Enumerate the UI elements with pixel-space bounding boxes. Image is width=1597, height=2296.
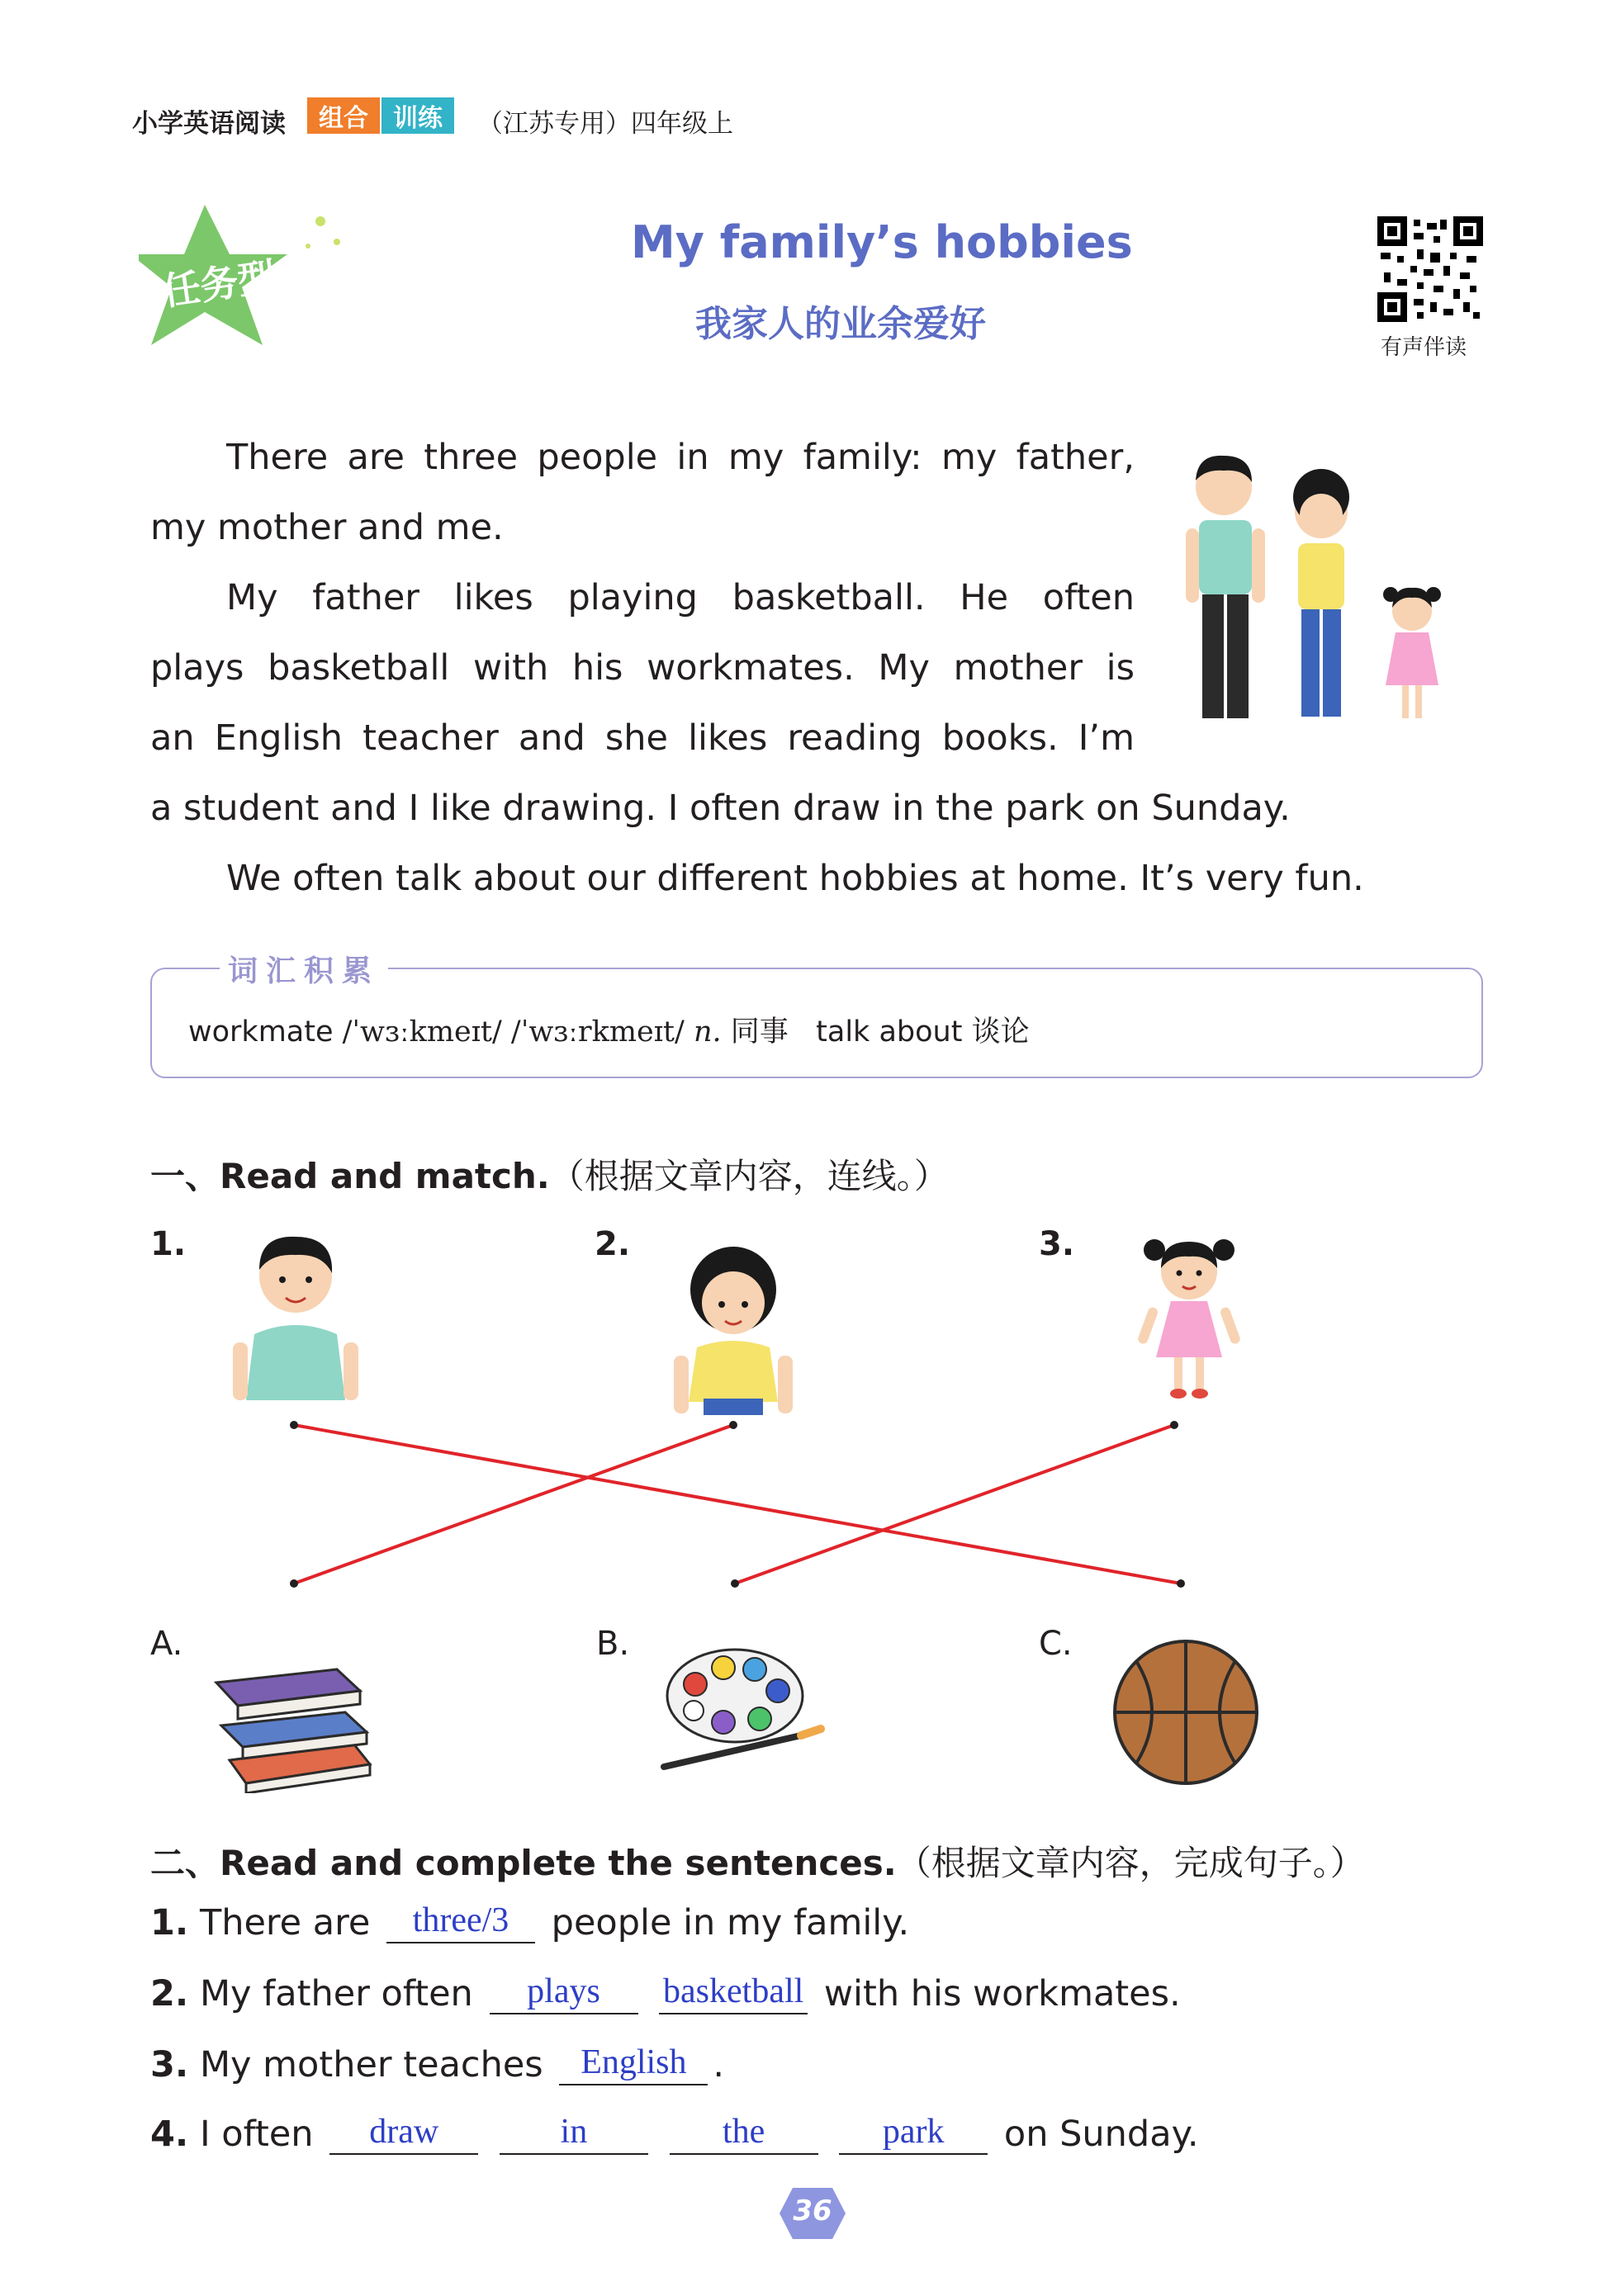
- passage-line: There are three people in my family: my father,: [226, 437, 1135, 478]
- answer-blank[interactable]: three/3: [386, 1899, 535, 1943]
- sentence-number: 2.: [150, 1973, 189, 2014]
- match-dot[interactable]: [1177, 1579, 1185, 1588]
- vocab-phonetic-us: /ˈwɜːrkmeɪt/: [510, 1015, 685, 1049]
- answer-blank[interactable]: plays: [490, 1970, 638, 2014]
- sentence-text: on Sunday.: [1003, 2114, 1199, 2155]
- sentence-number: 1.: [150, 1902, 189, 1943]
- passage-line: plays basketball with his workmates. My mother is: [150, 647, 1135, 689]
- paint-palette-icon: [652, 1643, 834, 1775]
- answer-blank[interactable]: draw: [329, 2110, 478, 2155]
- vocabulary-entry: [188, 1009, 1030, 1050]
- passage-line: my mother and me.: [150, 507, 504, 548]
- book-tag-training: 训练: [381, 97, 454, 134]
- book-title: 小学英语阅读: [132, 109, 286, 139]
- sentence-number: 4.: [150, 2114, 189, 2155]
- section-heading-match: [150, 1149, 949, 1199]
- sentence-3: [150, 2041, 724, 2085]
- passage-line: We often talk about our different hobbies at home. It’s very fun.: [226, 858, 1364, 899]
- section-prefix: 一、: [150, 1156, 220, 1196]
- sentence-text: My mother teaches: [199, 2044, 543, 2085]
- sentence-1: [150, 1899, 909, 1943]
- match-line-3-B: [735, 1425, 1174, 1584]
- page-title: My family’s hobbies: [631, 216, 1133, 268]
- family-illustration: [1164, 446, 1462, 743]
- option-label-c: C.: [1039, 1625, 1073, 1663]
- badge-label-reading: 阅读: [281, 315, 357, 359]
- qr-label: 有声伴读: [1381, 335, 1467, 360]
- sentence-text: people in my family.: [551, 1902, 910, 1943]
- mother-figure: [659, 1243, 808, 1425]
- section-title: Read and complete the sentences.: [220, 1843, 897, 1883]
- answer-blank[interactable]: in: [500, 2110, 648, 2155]
- match-dot[interactable]: [731, 1579, 739, 1588]
- match-number-2: 2.: [595, 1225, 631, 1263]
- section-instruction: （根据文章内容，完成句子。）: [896, 1843, 1365, 1883]
- option-label-b: B.: [596, 1625, 630, 1663]
- vocab-meaning: 同事: [730, 1015, 789, 1049]
- answer-blank[interactable]: basketball: [659, 1970, 808, 2014]
- sentence-text: I often: [199, 2114, 314, 2155]
- girl-figure: [1131, 1222, 1247, 1404]
- match-number-3: 3.: [1039, 1225, 1075, 1263]
- section-heading-complete: [150, 1836, 1365, 1886]
- match-line-2-A: [294, 1425, 733, 1584]
- vocabulary-title: 词汇积累: [220, 948, 388, 990]
- badge-label-task: 任务型: [159, 253, 279, 315]
- reading-passage: [150, 423, 1364, 914]
- answer-blank[interactable]: park: [839, 2110, 988, 2155]
- books-icon: [213, 1636, 386, 1793]
- book-edition: （江苏专用）四年级上: [477, 109, 733, 139]
- passage-line: an English teacher and she likes reading books. I’m: [150, 717, 1135, 759]
- sentence-4: [150, 2110, 1199, 2155]
- sentence-2: [150, 1970, 1181, 2014]
- vocab-pos: n.: [693, 1015, 722, 1049]
- passage-line: My father likes playing basketball. He often: [226, 577, 1135, 618]
- page-number: 36: [793, 2194, 832, 2227]
- page-subtitle: 我家人的业余爱好: [695, 303, 986, 345]
- option-label-a: A.: [150, 1625, 183, 1663]
- answer-blank[interactable]: English: [559, 2041, 708, 2085]
- match-line-1-C: [294, 1425, 1181, 1584]
- match-dot[interactable]: [1170, 1421, 1178, 1429]
- vocab-phrase-meaning: 谈论: [971, 1015, 1030, 1049]
- sentence-number: 3.: [150, 2044, 189, 2085]
- sentence-text: .: [713, 2044, 725, 2085]
- match-dot[interactable]: [290, 1579, 298, 1588]
- match-dot[interactable]: [290, 1421, 298, 1429]
- qr-code-icon[interactable]: [1377, 216, 1483, 322]
- book-tag-combo: 组合: [307, 97, 380, 134]
- section-title: Read and match.: [220, 1156, 550, 1196]
- sentence-text: with his workmates.: [823, 1973, 1181, 2014]
- sentence-text: My father often: [199, 1973, 473, 2014]
- passage-line: a student and I like drawing. I often draw in the park on Sunday.: [150, 788, 1291, 829]
- section-instruction: （根据文章内容，连线。）: [549, 1156, 949, 1196]
- vocab-phonetic-uk: /ˈwɜːkmeɪt/: [342, 1015, 502, 1049]
- match-number-1: 1.: [150, 1225, 187, 1263]
- answer-blank[interactable]: the: [670, 2110, 818, 2155]
- sentence-text: There are: [199, 1902, 371, 1943]
- basketball-icon: [1110, 1636, 1262, 1788]
- vocab-phrase: talk about: [816, 1015, 963, 1049]
- father-figure: [221, 1219, 370, 1400]
- section-prefix: 二、: [150, 1843, 220, 1883]
- vocab-word: workmate: [188, 1015, 334, 1049]
